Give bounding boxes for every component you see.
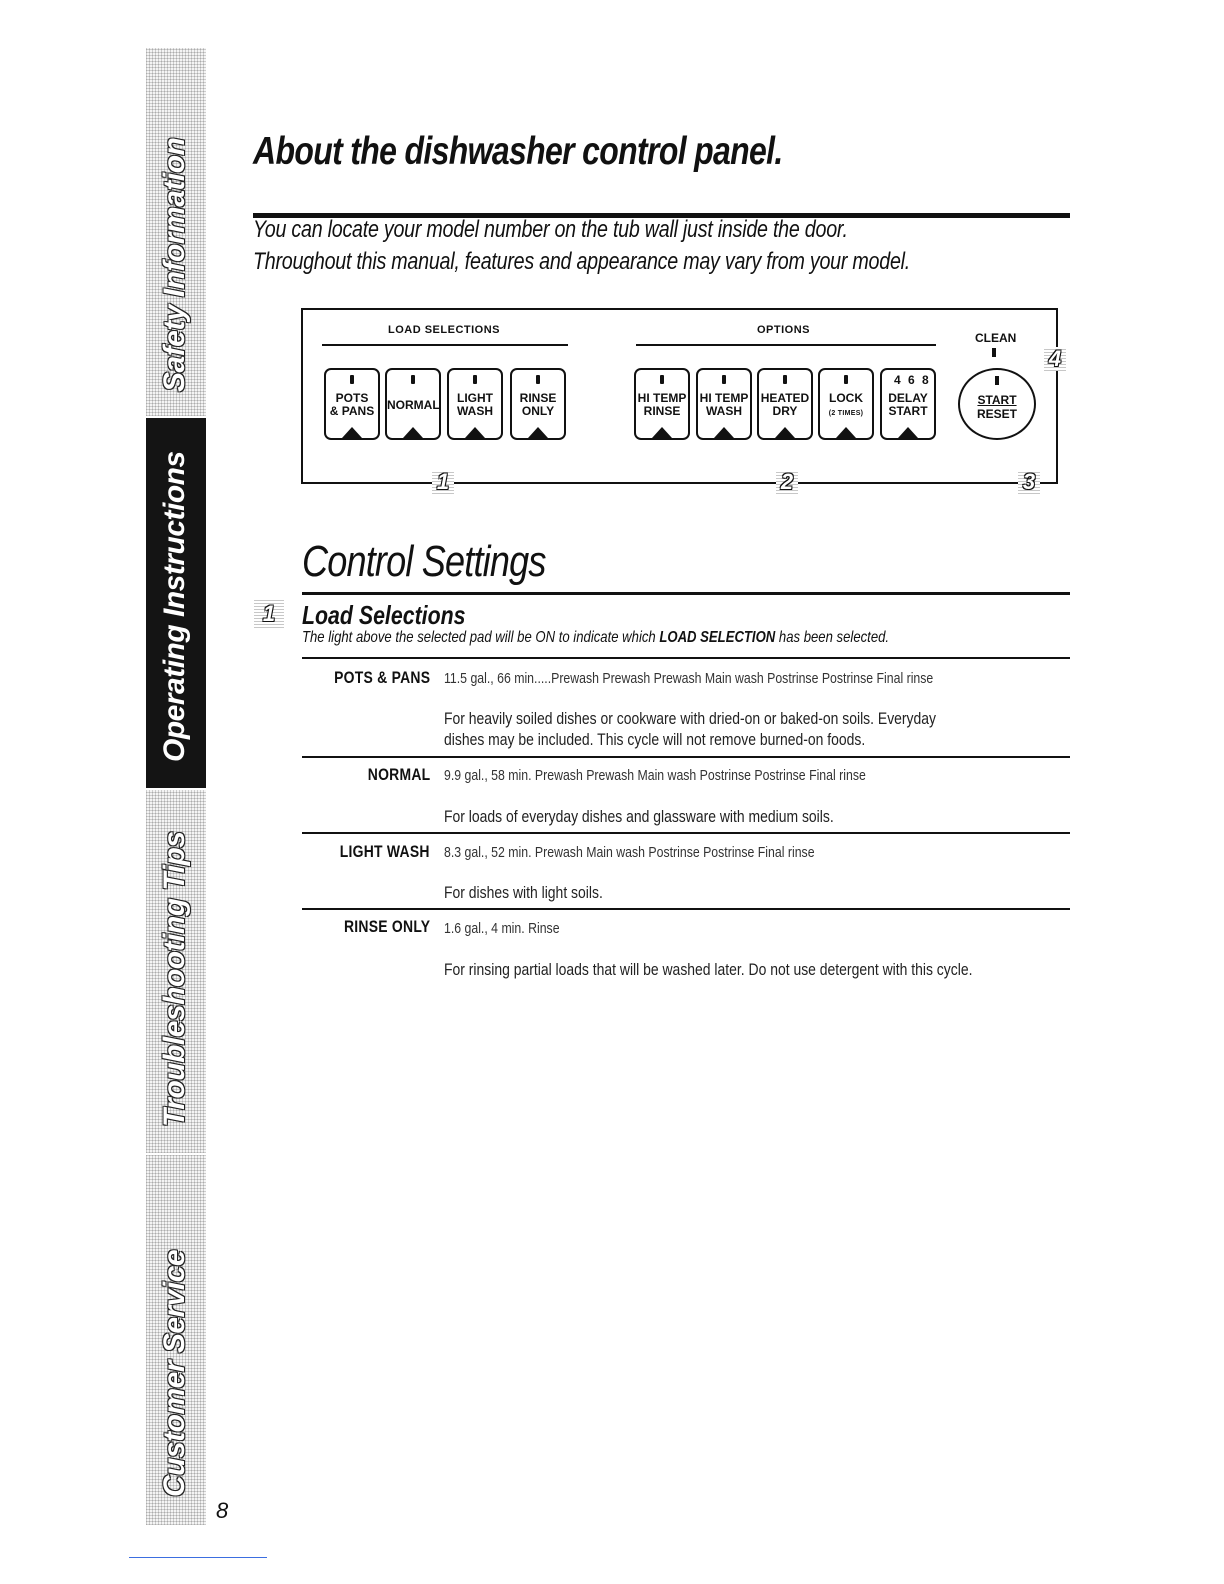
options-label: OPTIONS bbox=[757, 324, 811, 336]
pad-label: LIGHT bbox=[457, 391, 493, 405]
subsection-title: Load Selections bbox=[302, 600, 466, 630]
triangle-icon bbox=[836, 427, 856, 438]
pad-label: & PANS bbox=[329, 404, 375, 418]
pad-label: ONLY bbox=[521, 404, 555, 418]
triangle-icon bbox=[714, 427, 734, 438]
clean-label: CLEAN bbox=[975, 331, 1017, 345]
callout-3: 3 bbox=[1018, 470, 1040, 494]
lock-pad[interactable] bbox=[818, 368, 874, 440]
start-reset-button[interactable] bbox=[958, 368, 1036, 440]
indicator-light bbox=[536, 375, 540, 384]
delay-hours: 4 6 8 bbox=[894, 373, 931, 387]
row-divider bbox=[302, 756, 1070, 758]
tab-label: Customer Service bbox=[158, 1249, 191, 1497]
subsection-description: The light above the selected pad will be ON to indicate which LOAD SELECTION has been selected. bbox=[302, 629, 890, 646]
options-rule bbox=[636, 344, 936, 346]
pots-pans-pad[interactable] bbox=[324, 368, 380, 440]
triangle-icon bbox=[652, 427, 672, 438]
footer-link-underline bbox=[129, 1557, 267, 1558]
cycle-name: POTS & PANS bbox=[333, 668, 430, 687]
triangle-icon bbox=[465, 427, 485, 438]
pad-label: HI TEMP bbox=[699, 391, 749, 405]
callout-4: 4 bbox=[1044, 347, 1066, 371]
rinse-only-pad[interactable] bbox=[510, 368, 566, 440]
cycle-spec: 9.9 gal., 58 min. Prewash Prewash Main wash Postrinse Postrinse Final rinse bbox=[444, 767, 866, 784]
pad-label: POTS bbox=[335, 391, 369, 405]
normal-pad[interactable] bbox=[385, 368, 441, 440]
triangle-icon bbox=[898, 427, 918, 438]
tab-label: Operating Instructions bbox=[158, 451, 191, 762]
callout-2: 2 bbox=[776, 470, 798, 494]
tab-label: Safety Information bbox=[158, 137, 191, 392]
triangle-icon bbox=[403, 427, 423, 438]
pad-label: START bbox=[888, 404, 928, 418]
pad-label: NORMAL bbox=[387, 398, 440, 412]
cycle-spec: 1.6 gal., 4 min. Rinse bbox=[444, 920, 560, 937]
tab-operating-instructions[interactable] bbox=[146, 418, 206, 790]
tab-troubleshooting-tips[interactable] bbox=[146, 790, 206, 1155]
start-label: START bbox=[977, 393, 1017, 407]
intro-text bbox=[253, 214, 1054, 278]
row-divider bbox=[302, 908, 1070, 910]
section-divider bbox=[302, 592, 1070, 595]
triangle-icon bbox=[528, 427, 548, 438]
tab-label: Troubleshooting Tips bbox=[158, 831, 191, 1127]
reset-label: RESET bbox=[976, 407, 1017, 421]
pad-label: LOCK bbox=[829, 391, 863, 405]
pad-label: WASH bbox=[706, 404, 742, 418]
indicator-light bbox=[411, 375, 415, 384]
triangle-icon bbox=[342, 427, 362, 438]
pad-label: (2 TIMES) bbox=[828, 410, 864, 417]
pad-label: DELAY bbox=[888, 391, 928, 405]
pad-label: RINSE bbox=[643, 404, 681, 418]
tab-customer-service[interactable] bbox=[146, 1155, 206, 1527]
load-selections-label: LOAD SELECTIONS bbox=[388, 324, 501, 336]
cycle-name: NORMAL bbox=[367, 765, 430, 784]
cycle-name: LIGHT WASH bbox=[340, 842, 430, 861]
indicator-light bbox=[995, 376, 999, 385]
pad-label: DRY bbox=[772, 404, 798, 418]
cycle-description: For loads of everyday dishes and glassware with medium soils. bbox=[444, 807, 834, 826]
callout-1: 1 bbox=[254, 600, 284, 628]
section-title: Control Settings bbox=[302, 537, 546, 586]
panel-bottom-edge bbox=[301, 482, 1058, 484]
cycle-spec: 8.3 gal., 52 min. Prewash Main wash Postrinse Postrinse Final rinse bbox=[444, 844, 815, 861]
pad-label: RINSE bbox=[519, 391, 557, 405]
intro-line: Throughout this manual, features and appearance may vary from your model. bbox=[253, 248, 910, 275]
cycle-description: For heavily soiled dishes or cookware with dried-on or baked-on soils. Everyday dishes may be included. This cycle will not remove burned-on foods. bbox=[444, 709, 937, 749]
indicator-light bbox=[350, 375, 354, 384]
cycle-spec: 11.5 gal., 66 min.....Prewash Prewash Prewash Main wash Postrinse Postrinse Final rinse bbox=[444, 670, 934, 687]
load-selections-rule bbox=[322, 344, 568, 346]
pad-label: WASH bbox=[457, 404, 493, 418]
indicator-light bbox=[473, 375, 477, 384]
heated-dry-pad[interactable] bbox=[757, 368, 813, 440]
cycle-description: For dishes with light soils. bbox=[444, 883, 603, 902]
delay-start-pad[interactable] bbox=[880, 368, 936, 440]
clean-indicator-light bbox=[992, 348, 996, 357]
pad-label: HI TEMP bbox=[637, 391, 687, 405]
indicator-light bbox=[660, 375, 664, 384]
tab-safety-information[interactable] bbox=[146, 48, 206, 418]
cycle-name: RINSE ONLY bbox=[343, 917, 430, 936]
row-divider bbox=[302, 832, 1070, 834]
indicator-light bbox=[722, 375, 726, 384]
light-wash-pad[interactable] bbox=[447, 368, 503, 440]
callout-1: 1 bbox=[432, 470, 454, 494]
triangle-icon bbox=[775, 427, 795, 438]
page-title: About the dishwasher control panel. bbox=[253, 130, 783, 173]
hi-temp-wash-pad[interactable] bbox=[696, 368, 752, 440]
page-number: 8 bbox=[216, 1498, 229, 1523]
indicator-light bbox=[844, 375, 848, 384]
pad-label: HEATED bbox=[760, 391, 810, 405]
intro-line: You can locate your model number on the tub wall just inside the door. bbox=[253, 216, 848, 243]
cycle-description: For rinsing partial loads that will be washed later. Do not use detergent with this cycle. bbox=[444, 960, 973, 979]
hi-temp-rinse-pad[interactable] bbox=[634, 368, 690, 440]
indicator-light bbox=[783, 375, 787, 384]
row-divider bbox=[302, 657, 1070, 659]
